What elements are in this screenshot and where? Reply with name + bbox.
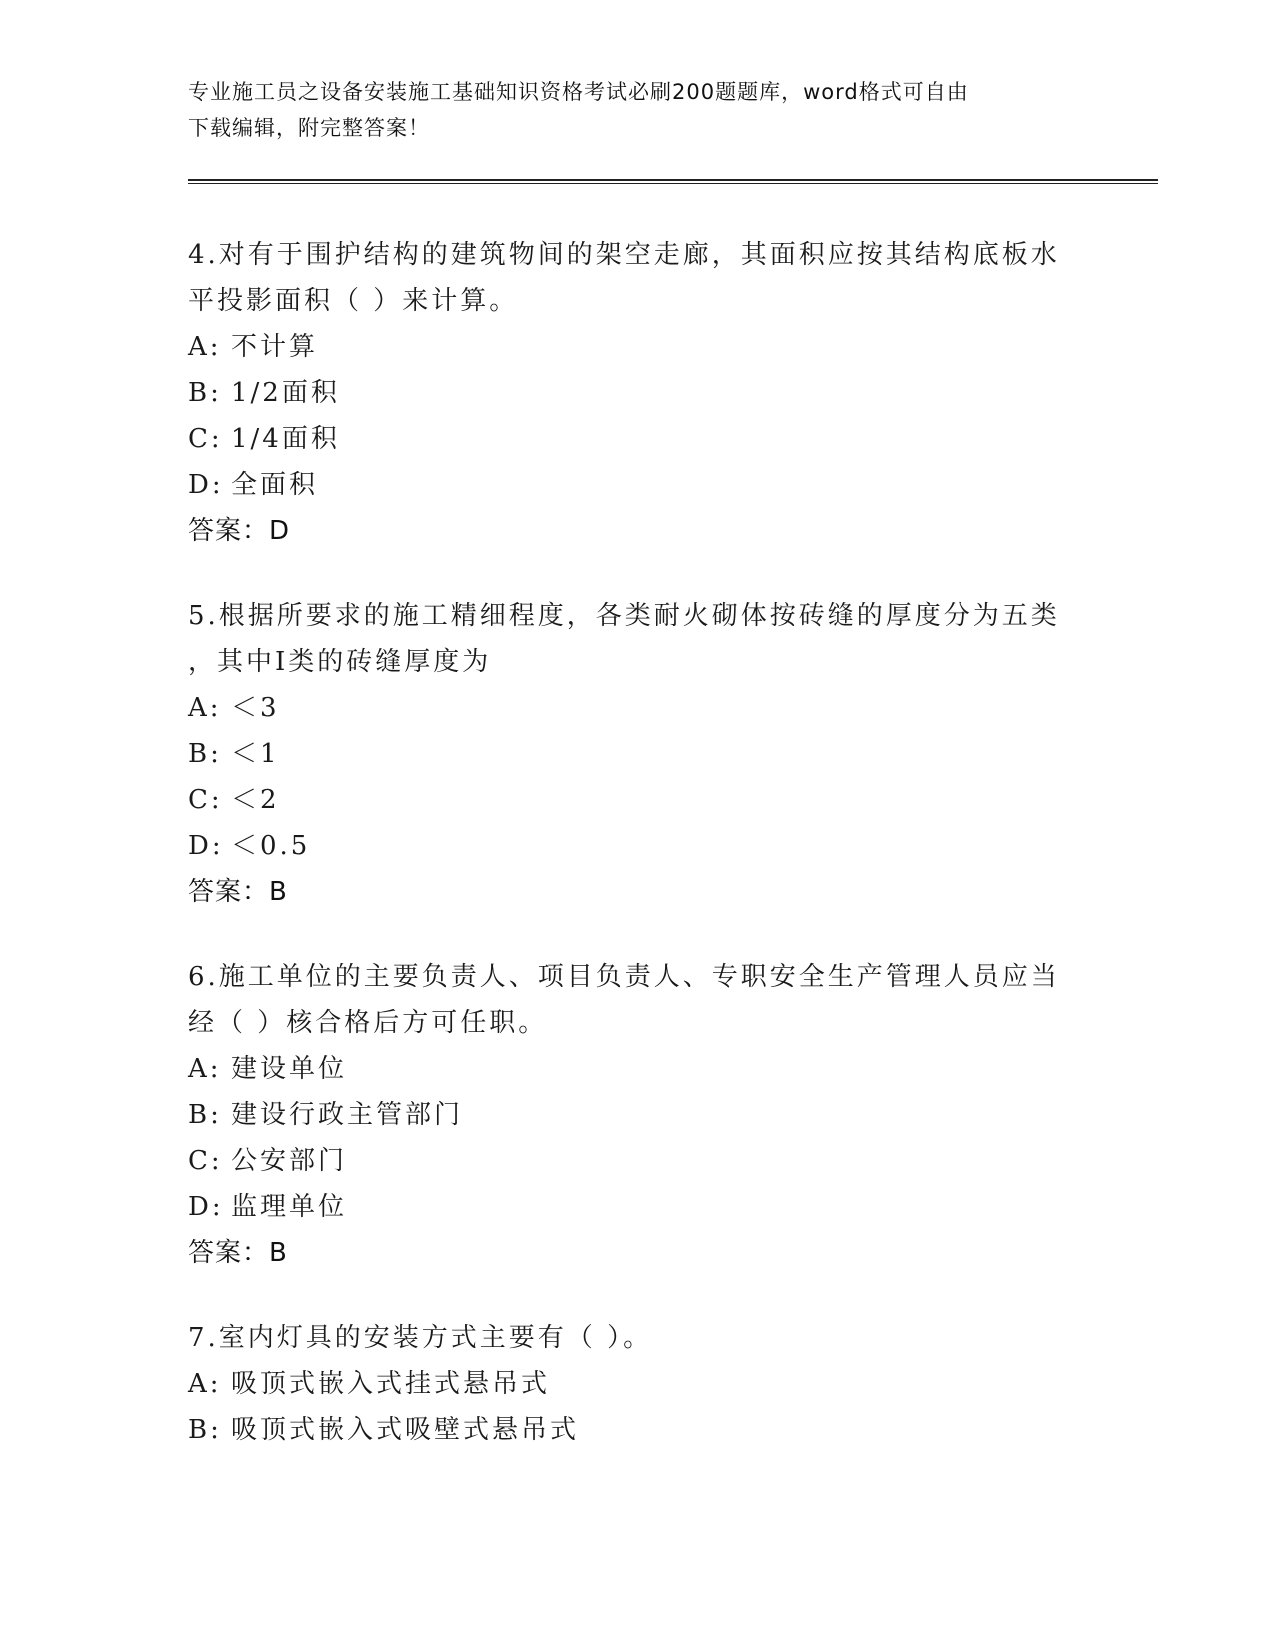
question-7: [188, 1315, 1088, 1453]
option-label: D:: [188, 470, 224, 500]
option-a: [188, 685, 1088, 731]
option-text: 建设单位: [231, 1054, 348, 1084]
option-c: [188, 1138, 1088, 1184]
option-label: D:: [188, 831, 224, 861]
option-a: [188, 324, 1088, 370]
header-divider-thin: [188, 183, 1158, 184]
option-text: 吸顶式嵌入式吸壁式悬吊式: [231, 1415, 580, 1445]
question-stem: 6.施工单位的主要负责人、项目负责人、专职安全生产管理人员应当: [188, 962, 1060, 992]
option-label: C:: [188, 424, 223, 454]
question-4: [188, 232, 1088, 554]
option-b: [188, 370, 1088, 416]
option-a: [188, 1046, 1088, 1092]
answer-line: 答案：B: [188, 1238, 288, 1268]
option-text: ＜0.5: [231, 831, 311, 861]
answer-line: 答案：B: [188, 877, 288, 907]
question-stem: 4.对有于围护结构的建筑物间的架空走廊，其面积应按其结构底板水: [188, 240, 1060, 270]
option-text: 全面积: [231, 470, 319, 500]
document-header: [188, 74, 1068, 146]
answer-line: 答案：D: [188, 516, 291, 546]
option-text: ＜3: [231, 693, 280, 723]
option-label: A:: [188, 1054, 222, 1084]
option-label: A:: [188, 1369, 222, 1399]
question-stem: 5.根据所要求的施工精细程度，各类耐火砌体按砖缝的厚度分为五类: [188, 601, 1060, 631]
option-text: 1/2面积: [231, 378, 340, 408]
option-text: 吸顶式嵌入式挂式悬吊式: [231, 1369, 551, 1399]
option-a: [188, 1361, 1088, 1407]
option-text: 建设行政主管部门: [231, 1100, 464, 1130]
option-label: D:: [188, 1192, 224, 1222]
option-d: [188, 1184, 1088, 1230]
option-text: 监理单位: [231, 1192, 348, 1222]
option-c: [188, 777, 1088, 823]
question-stem-continued: ，其中Ⅰ类的砖缝厚度为: [188, 647, 492, 677]
option-text: 1/4面积: [231, 424, 340, 454]
header-divider-thick: [188, 179, 1158, 181]
option-label: B:: [188, 739, 222, 769]
option-d: [188, 823, 1088, 869]
header-line-2: 下载编辑，附完整答案！: [188, 116, 430, 140]
option-text: 不计算: [231, 332, 319, 362]
option-b: [188, 731, 1088, 777]
option-text: 公安部门: [231, 1146, 348, 1176]
question-stem-continued: 平投影面积（ ）来计算。: [188, 286, 519, 316]
option-label: A:: [188, 332, 222, 362]
option-label: C:: [188, 1146, 223, 1176]
option-text: ＜2: [231, 785, 280, 815]
question-stem: 7.室内灯具的安装方式主要有（ ）。: [188, 1323, 653, 1353]
option-b: [188, 1092, 1088, 1138]
question-list: [188, 232, 1088, 1492]
option-d: [188, 462, 1088, 508]
option-c: [188, 416, 1088, 462]
option-label: B:: [188, 1100, 222, 1130]
option-label: C:: [188, 785, 223, 815]
question-stem-continued: 经（ ）核合格后方可任职。: [188, 1008, 548, 1038]
option-label: B:: [188, 378, 222, 408]
question-6: [188, 954, 1088, 1276]
header-line-1: 专业施工员之设备安装施工基础知识资格考试必刷200题题库，word格式可自由: [188, 80, 969, 104]
option-label: A:: [188, 693, 222, 723]
question-5: [188, 593, 1088, 915]
option-label: B:: [188, 1415, 222, 1445]
option-text: ＜1: [231, 739, 280, 769]
option-b: [188, 1407, 1088, 1453]
